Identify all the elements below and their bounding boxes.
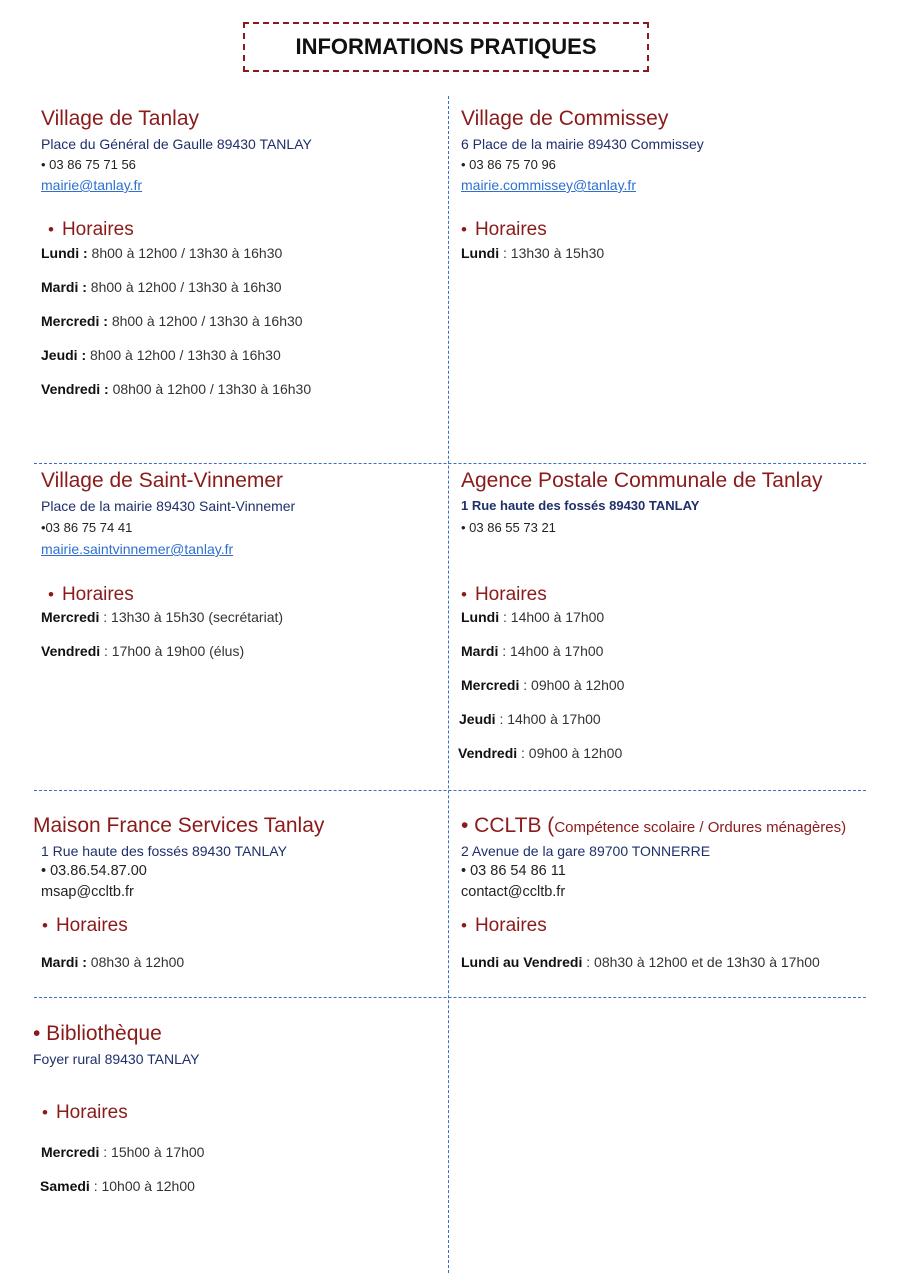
agence-hours-row: Mardi : 14h00 à 17h00 bbox=[461, 643, 604, 659]
horizontal-divider bbox=[34, 790, 866, 791]
tanlay-phone: • 03 86 75 71 56 bbox=[41, 157, 136, 172]
horizontal-divider bbox=[34, 997, 866, 998]
tanlay-hours-row: Mardi : 8h00 à 12h00 / 13h30 à 16h30 bbox=[41, 279, 282, 295]
vertical-divider bbox=[448, 96, 449, 1273]
maison-address: 1 Rue haute des fossés 89430 TANLAY bbox=[41, 843, 287, 859]
maison-phone: • 03.86.54.87.00 bbox=[41, 863, 147, 879]
tanlay-hours-row: Mercredi : 8h00 à 12h00 / 13h30 à 16h30 bbox=[41, 313, 303, 329]
tanlay-hours-row: Lundi : 8h00 à 12h00 / 13h30 à 16h30 bbox=[41, 245, 283, 261]
page-title-box bbox=[243, 22, 649, 72]
agence-title: Agence Postale Communale de Tanlay bbox=[461, 469, 823, 492]
saintvinnemer-horaires-heading: • Horaires bbox=[48, 584, 134, 605]
bullet-icon: • bbox=[42, 1103, 48, 1122]
agence-hours-row: Vendredi : 09h00 à 12h00 bbox=[458, 745, 623, 761]
tanlay-hours-row: Vendredi : 08h00 à 12h00 / 13h30 à 16h30 bbox=[41, 381, 312, 397]
bullet-icon: • bbox=[461, 585, 467, 604]
ccltb-email: contact@ccltb.fr bbox=[461, 884, 566, 900]
biblio-hours-row: Mercredi : 15h00 à 17h00 bbox=[41, 1144, 205, 1160]
commissey-title: Village de Commissey bbox=[461, 107, 669, 130]
tanlay-hours-row: Jeudi : 8h00 à 12h00 / 13h30 à 16h30 bbox=[41, 347, 281, 363]
commissey-hours-row: Lundi : 13h30 à 15h30 bbox=[461, 245, 605, 261]
biblio-horaires-heading: • Horaires bbox=[42, 1102, 128, 1123]
commissey-horaires-heading: • Horaires bbox=[461, 219, 547, 240]
commissey-email-link[interactable]: mairie.commissey@tanlay.fr bbox=[461, 177, 636, 193]
maison-hours-row: Mardi : 08h30 à 12h00 bbox=[41, 954, 185, 970]
ccltb-title: • CCLTB (Compétence scolaire / Ordures ménagères) bbox=[461, 814, 847, 837]
maison-title: Maison France Services Tanlay bbox=[33, 814, 325, 837]
tanlay-title: Village de Tanlay bbox=[41, 107, 200, 130]
saintvinnemer-hours-row: Vendredi : 17h00 à 19h00 (élus) bbox=[41, 643, 245, 659]
agence-horaires-heading: • Horaires bbox=[461, 584, 547, 605]
maison-horaires-heading: • Horaires bbox=[42, 915, 128, 936]
bullet-icon: • bbox=[42, 916, 48, 935]
ccltb-hours-row: Lundi au Vendredi : 08h30 à 12h00 et de 13h30 à 17h00 bbox=[461, 954, 820, 970]
saintvinnemer-title: Village de Saint-Vinnemer bbox=[41, 469, 284, 492]
biblio-hours-row: Samedi : 10h00 à 12h00 bbox=[40, 1178, 195, 1194]
page-title: INFORMATIONS PRATIQUES bbox=[295, 34, 597, 59]
bullet-icon: • bbox=[48, 220, 54, 239]
biblio-title: • Bibliothèque bbox=[33, 1022, 162, 1045]
ccltb-horaires-heading: • Horaires bbox=[461, 915, 547, 936]
biblio-address: Foyer rural 89430 TANLAY bbox=[33, 1051, 200, 1067]
saintvinnemer-email-link[interactable]: mairie.saintvinnemer@tanlay.fr bbox=[41, 541, 234, 557]
agence-hours-row: Jeudi : 14h00 à 17h00 bbox=[459, 711, 601, 727]
tanlay-email-link[interactable]: mairie@tanlay.fr bbox=[41, 177, 143, 193]
saintvinnemer-phone: •03 86 75 74 41 bbox=[41, 520, 133, 535]
agence-phone: • 03 86 55 73 21 bbox=[461, 520, 556, 535]
commissey-address: 6 Place de la mairie 89430 Commissey bbox=[461, 136, 704, 152]
bullet-icon: • bbox=[461, 916, 467, 935]
tanlay-address: Place du Général de Gaulle 89430 TANLAY bbox=[41, 136, 312, 152]
bullet-icon: • bbox=[48, 585, 54, 604]
ccltb-subtitle: Compétence scolaire / Ordures ménagères) bbox=[554, 819, 847, 836]
maison-email: msap@ccltb.fr bbox=[41, 884, 134, 900]
agence-hours-row: Lundi : 14h00 à 17h00 bbox=[461, 609, 605, 625]
agence-hours-row: Mercredi : 09h00 à 12h00 bbox=[461, 677, 625, 693]
agence-address: 1 Rue haute des fossés 89430 TANLAY bbox=[461, 498, 700, 513]
horizontal-divider bbox=[34, 463, 866, 464]
bullet-icon: • bbox=[461, 220, 467, 239]
commissey-phone: • 03 86 75 70 96 bbox=[461, 157, 556, 172]
tanlay-horaires-heading: • Horaires bbox=[48, 219, 134, 240]
ccltb-address: 2 Avenue de la gare 89700 TONNERRE bbox=[461, 843, 711, 859]
saintvinnemer-hours-row: Mercredi : 13h30 à 15h30 (secrétariat) bbox=[41, 609, 284, 625]
ccltb-phone: • 03 86 54 86 11 bbox=[461, 863, 566, 879]
saintvinnemer-address: Place de la mairie 89430 Saint-Vinnemer bbox=[41, 498, 296, 514]
